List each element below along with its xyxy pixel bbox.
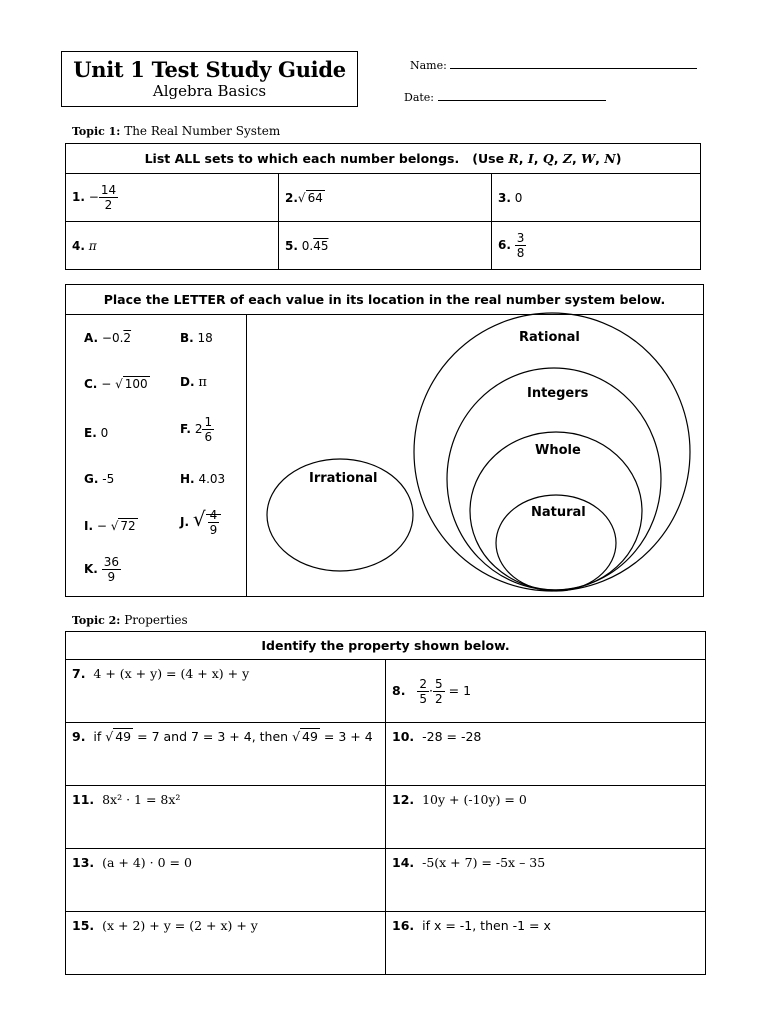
value-g: G. -5 bbox=[84, 472, 115, 486]
value-e: E. 0 bbox=[84, 426, 109, 440]
venn-diagram bbox=[66, 285, 705, 598]
problem-8: 8. $\frac{2}{5}$ · $\frac{5}{2}$ = 1 bbox=[386, 660, 706, 723]
problem-11: 11. 8x² · 1 = 8x² bbox=[66, 786, 386, 849]
name-label: Name: bbox=[410, 59, 447, 72]
natural-label: Natural bbox=[531, 505, 586, 520]
number-system-box bbox=[65, 284, 704, 597]
problem-16: 16. if x = -1, then -1 = x bbox=[386, 912, 706, 975]
value-b: B. 18 bbox=[180, 331, 213, 345]
date-field[interactable] bbox=[404, 90, 606, 104]
name-field[interactable] bbox=[410, 58, 697, 72]
title-box bbox=[61, 51, 358, 107]
value-f: F. 2 $\frac{1}{6}$ bbox=[180, 415, 213, 444]
properties-header: Identify the property shown below. bbox=[66, 632, 706, 660]
value-c: C. − √ 100 bbox=[84, 377, 148, 391]
value-d: D. π bbox=[180, 375, 207, 390]
value-k: K. $\frac{36}{9}$ bbox=[84, 555, 119, 584]
number-system-header: Place the LETTER of each value in its location in the real number system below. bbox=[66, 285, 703, 315]
value-j: J. √ $\frac{4}{9}$ bbox=[180, 507, 221, 537]
sets-table-header: List ALL sets to which each number belongs. (Use R, I, Q, Z, W, N) bbox=[66, 144, 701, 174]
problem-1: 1. − $\frac{14}{2}$ bbox=[66, 174, 279, 222]
problem-6: 6. $\frac{3}{8}$ bbox=[492, 222, 701, 270]
value-h: H. 4.03 bbox=[180, 472, 226, 486]
rational-label: Rational bbox=[519, 330, 580, 345]
value-a: A. −0.2 bbox=[84, 331, 132, 345]
sets-table bbox=[65, 143, 701, 270]
problem-9: 9. if √ 49 = 7 and 7 = 3 + 4, then √ 49 = 3 + 4 bbox=[66, 723, 386, 786]
date-label: Date: bbox=[404, 91, 435, 104]
page-title: Unit 1 Test Study Guide bbox=[73, 57, 346, 82]
topic2-heading: Topic 2: Properties bbox=[72, 613, 188, 627]
irrational-label: Irrational bbox=[309, 471, 378, 486]
problem-4: 4. π bbox=[66, 222, 279, 270]
problem-15: 15. (x + 2) + y = (2 + x) + y bbox=[66, 912, 386, 975]
problem-14: 14. -5(x + 7) = -5x – 35 bbox=[386, 849, 706, 912]
value-i: I. − √ 72 bbox=[84, 519, 136, 533]
integers-circle bbox=[447, 368, 661, 590]
problem-7: 7. 4 + (x + y) = (4 + x) + y bbox=[66, 660, 386, 723]
name-line[interactable] bbox=[450, 58, 697, 69]
page-subtitle: Algebra Basics bbox=[152, 82, 267, 100]
problem-10: 10. -28 = -28 bbox=[386, 723, 706, 786]
whole-label: Whole bbox=[535, 443, 581, 458]
problem-5: 5. 0.45 bbox=[279, 222, 492, 270]
problem-3: 3. 0 bbox=[492, 174, 701, 222]
problem-12: 12. 10y + (-10y) = 0 bbox=[386, 786, 706, 849]
properties-table bbox=[65, 631, 706, 975]
topic1-heading: Topic 1: The Real Number System bbox=[72, 124, 281, 138]
date-line[interactable] bbox=[438, 90, 606, 101]
problem-2: 2.√ 64 bbox=[279, 174, 492, 222]
problem-13: 13. (a + 4) · 0 = 0 bbox=[66, 849, 386, 912]
integers-label: Integers bbox=[527, 386, 589, 401]
